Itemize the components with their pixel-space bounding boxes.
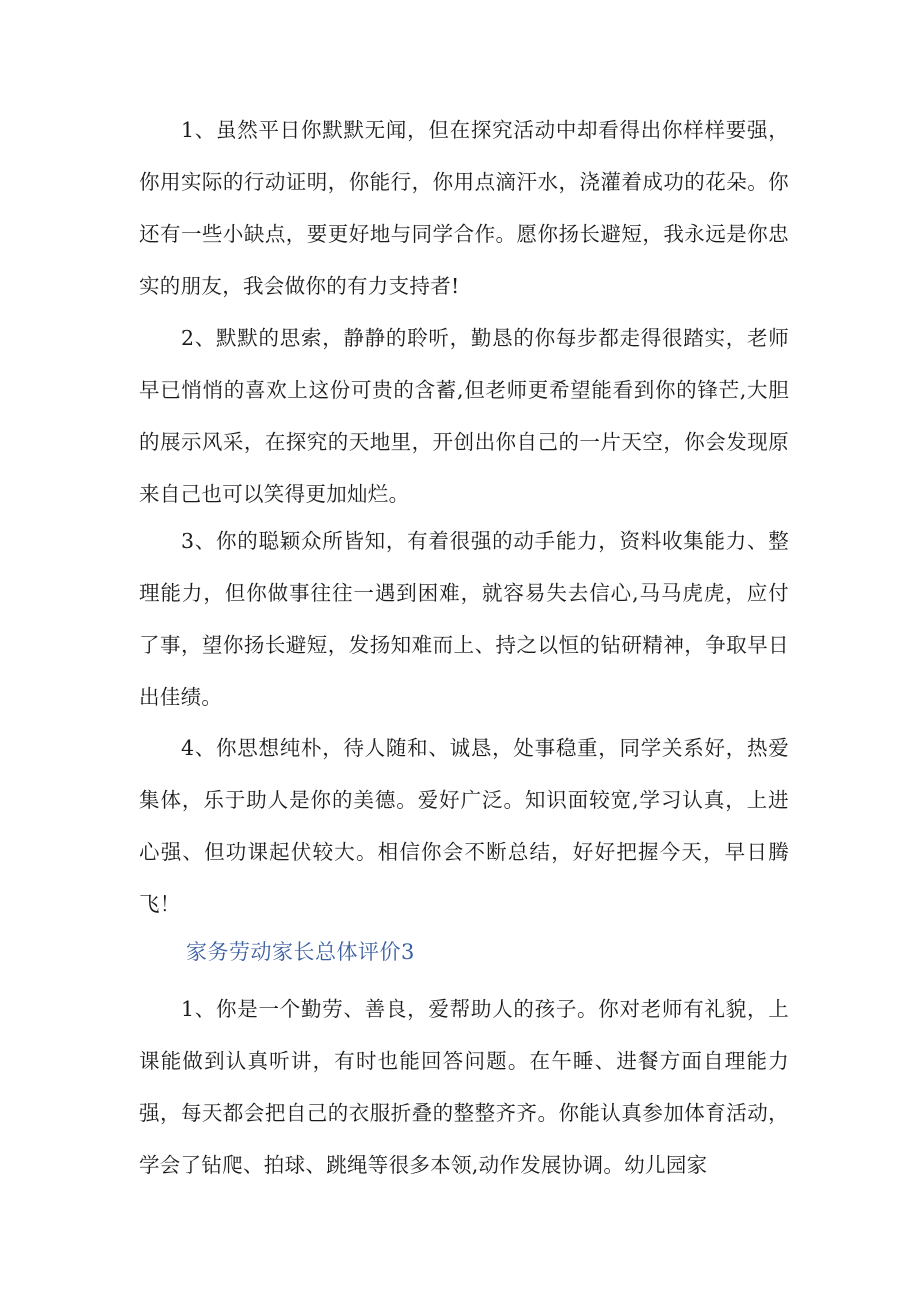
section-heading: 家务劳动家长总体评价3	[186, 940, 415, 964]
paragraph-1: 1、虽然平日你默默无闻，但在探究活动中却看得出你样样要强，你用实际的行动证明，你能行，你用点滴汗水，浇灌着成功的花朵。你还有一些小缺点，要更好地与同学合作。愿你扬长避短，我永远是你忠实的朋友，我会做你的有力支持者!	[139, 118, 789, 298]
paragraph-3: 3、你的聪颖众所皆知，有着很强的动手能力，资料收集能力、整理能力，但你做事往往一遇到困难，就容易失去信心,马马虎虎，应付了事，望你扬长避短，发扬知难而上、持之以恒的钻研精神，争取早日出佳绩。	[139, 529, 789, 709]
paragraph-5: 1、你是一个勤劳、善良，爱帮助人的孩子。你对老师有礼貌，上课能做到认真听讲，有时也能回答问题。在午睡、进餐方面自理能力强，每天都会把自己的衣服折叠的整整齐齐。你能认真参加体育活动，学会了钻爬、拍球、跳绳等很多本领,动作发展协调。幼儿园家	[139, 997, 789, 1177]
paragraph-2: 2、默默的思索，静静的聆听，勤恳的你每步都走得很踏实，老师早已悄悄的喜欢上这份可贵的含蓄,但老师更希望能看到你的锋芒,大胆的展示风采，在探究的天地里，开创出你自己的一片天空，你会发现原来自己也可以笑得更加灿烂。	[139, 326, 789, 506]
paragraph-4: 4、你思想纯朴，待人随和、诚恳，处事稳重，同学关系好，热爱集体，乐于助人是你的美德。爱好广泛。知识面较宽,学习认真，上进心强、但功课起伏较大。相信你会不断总结，好好把握今天，早日腾飞！	[139, 736, 789, 916]
